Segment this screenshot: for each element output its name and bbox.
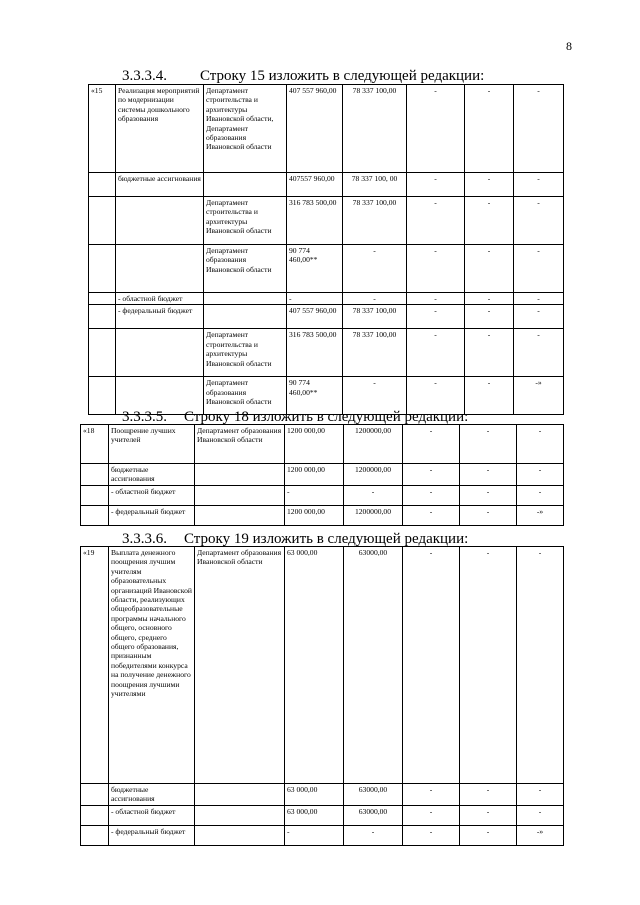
amount-year-2-cell: - [407,85,465,173]
responsible-executor-cell [204,305,287,329]
amount-year-4-cell: -» [517,506,564,526]
responsible-executor-cell: Департамент образования Ивановской области [204,245,287,293]
row-name-cell: бюджетные ассигнования [116,173,204,197]
budget-table-row-19 [80,546,564,846]
amount-year-3-cell: - [460,547,517,784]
section-number: 3.3.3.5. [122,409,167,425]
responsible-executor-cell [195,464,285,486]
section-text: Строку 18 изложить в следующей редакции: [184,409,469,425]
row-name-cell [116,329,204,377]
responsible-executor-cell [195,805,285,825]
amount-year-2-cell: - [403,547,460,784]
amount-total-cell: 90 774 460,00** [287,377,343,415]
table-row [81,825,564,845]
amount-year-4-cell: - [517,547,564,784]
amount-total-cell: 90 774 460,00** [287,245,343,293]
amount-year-1-cell: - [344,825,403,845]
row-name-cell: Выплата денежного поощрения лучшим учителям образовательных организаций Ивановской области, реализующих общеобразовательные программы начального общего, основного общего, среднего общего образования, признанным победителями конкурса на получение денежного поощрения лучшими учителями [109,547,195,784]
amount-total-cell: 407 557 960,00 [287,305,343,329]
amount-year-2-cell: - [403,464,460,486]
responsible-executor-cell [204,173,287,197]
row-number-cell [89,245,116,293]
row-number-cell [81,486,109,506]
amount-year-3-cell: - [460,825,517,845]
row-number-cell [81,784,109,806]
amount-year-4-cell: -» [514,377,564,415]
amount-year-1-cell: 1200000,00 [344,425,403,464]
amount-year-4-cell: - [514,305,564,329]
amount-year-2-cell: - [407,377,465,415]
responsible-executor-cell [195,784,285,806]
table-row [81,506,564,526]
row-name-cell: - областной бюджет [109,486,195,506]
amount-year-1-cell: 1200000,00 [344,506,403,526]
row-name-cell: - областной бюджет [116,293,204,305]
row-name-cell: - областной бюджет [109,805,195,825]
responsible-executor-cell [195,825,285,845]
amount-year-1-cell: 63000,00 [344,784,403,806]
row-name-cell [116,245,204,293]
responsible-executor-cell: Департамент строительства и архитектуры Ивановской области, Департамент образования Ивановской области [204,85,287,173]
amount-year-1-cell: - [343,293,407,305]
amount-year-1-cell: 78 337 100, 00 [343,173,407,197]
amount-year-4-cell: - [517,784,564,806]
amount-year-2-cell: - [407,245,465,293]
table-row [89,85,564,173]
row-number-cell [89,293,116,305]
table-row [81,547,564,784]
amount-year-3-cell: - [465,293,514,305]
amount-year-2-cell: - [407,173,465,197]
table-row [81,486,564,506]
amount-total-cell: 1200 000,00 [285,506,344,526]
amount-year-3-cell: - [465,245,514,293]
row-number-cell [81,825,109,845]
amount-year-2-cell: - [403,425,460,464]
budget-table-row-15 [88,84,564,415]
table-row [89,245,564,293]
responsible-executor-cell [195,506,285,526]
amount-year-1-cell: - [343,377,407,415]
row-number-cell [89,197,116,245]
amount-total-cell: - [287,293,343,305]
amount-year-1-cell: 78 337 100,00 [343,197,407,245]
amount-total-cell: 63 000,00 [285,805,344,825]
amount-year-3-cell: - [460,425,517,464]
responsible-executor-cell: Департамент образования Ивановской области [204,377,287,415]
budget-table-row-18 [80,424,564,526]
table-row [81,805,564,825]
row-name-cell: Поощрение лучших учителей [109,425,195,464]
row-name-cell: Реализация мероприятий по модернизации системы дошкольного образования [116,85,204,173]
amount-year-2-cell: - [403,506,460,526]
amount-year-4-cell: - [514,329,564,377]
amount-year-3-cell: - [460,805,517,825]
amount-year-1-cell: 63000,00 [344,805,403,825]
responsible-executor-cell [204,293,287,305]
amount-year-4-cell: - [517,805,564,825]
amount-year-3-cell: - [465,377,514,415]
amount-total-cell: 407557 960,00 [287,173,343,197]
amount-year-2-cell: - [403,805,460,825]
amount-year-1-cell: 78 337 100,00 [343,329,407,377]
table-row [89,293,564,305]
amount-year-2-cell: - [403,784,460,806]
amount-total-cell: 1200 000,00 [285,464,344,486]
row-number-cell [81,464,109,486]
amount-year-4-cell: - [517,486,564,506]
section-text: Строку 15 изложить в следующей редакции: [200,68,485,84]
amount-year-4-cell: - [517,464,564,486]
amount-year-3-cell: - [465,85,514,173]
amount-year-1-cell: 63000,00 [344,547,403,784]
row-name-cell: - федеральный бюджет [109,825,195,845]
amount-year-3-cell: - [460,784,517,806]
amount-year-3-cell: - [460,506,517,526]
table-row [89,329,564,377]
responsible-executor-cell: Департамент строительства и архитектуры Ивановской области [204,329,287,377]
amount-year-2-cell: - [403,486,460,506]
amount-year-4-cell: - [514,173,564,197]
amount-year-4-cell: - [517,425,564,464]
table-row [81,784,564,806]
section-number: 3.3.3.4. [122,68,167,84]
row-number-cell [81,506,109,526]
amount-year-1-cell: - [343,245,407,293]
row-name-cell: бюджетные ассигнования [109,784,195,806]
table-row [81,425,564,464]
amount-year-4-cell: - [514,293,564,305]
row-name-cell: - федеральный бюджет [116,305,204,329]
amount-total-cell: 1200 000,00 [285,425,344,464]
amount-year-4-cell: - [514,85,564,173]
responsible-executor-cell: Департамент строительства и архитектуры Ивановской области [204,197,287,245]
amount-year-4-cell: - [514,197,564,245]
row-name-cell [116,197,204,245]
page-number: 8 [566,39,572,53]
amount-year-1-cell: 1200000,00 [344,464,403,486]
amount-year-3-cell: - [465,305,514,329]
amount-total-cell: - [285,825,344,845]
row-name-cell: бюджетные ассигнования [109,464,195,486]
section-number: 3.3.3.6. [122,531,167,547]
row-number-cell: «18 [81,425,109,464]
amount-year-1-cell: - [344,486,403,506]
row-number-cell [89,173,116,197]
amount-year-2-cell: - [407,305,465,329]
amount-year-3-cell: - [460,464,517,486]
table-row [89,197,564,245]
amount-year-2-cell: - [403,825,460,845]
row-number-cell [89,377,116,415]
amount-total-cell: 316 783 500,00 [287,197,343,245]
amount-year-3-cell: - [465,197,514,245]
row-number-cell: «15 [89,85,116,173]
responsible-executor-cell: Департамент образования Ивановской области [195,547,285,784]
table-row [89,173,564,197]
section-heading [122,68,484,85]
amount-total-cell: 63 000,00 [285,784,344,806]
amount-total-cell: - [285,486,344,506]
amount-year-3-cell: - [465,329,514,377]
section-text: Строку 19 изложить в следующей редакции: [184,531,469,547]
amount-total-cell: 407 557 960,00 [287,85,343,173]
row-name-cell: - федеральный бюджет [109,506,195,526]
amount-year-3-cell: - [465,173,514,197]
amount-year-3-cell: - [460,486,517,506]
responsible-executor-cell: Департамент образования Ивановской области [195,425,285,464]
row-number-cell [89,305,116,329]
amount-year-2-cell: - [407,197,465,245]
row-number-cell [89,329,116,377]
amount-year-2-cell: - [407,329,465,377]
responsible-executor-cell [195,486,285,506]
amount-year-2-cell: - [407,293,465,305]
amount-year-4-cell: - [514,245,564,293]
table-row [81,464,564,486]
amount-year-1-cell: 78 337 100,00 [343,305,407,329]
row-number-cell: «19 [81,547,109,784]
amount-year-1-cell: 78 337 100,00 [343,85,407,173]
amount-total-cell: 63 000,00 [285,547,344,784]
row-number-cell [81,805,109,825]
amount-year-4-cell: -» [517,825,564,845]
amount-total-cell: 316 783 500,00 [287,329,343,377]
table-row [89,305,564,329]
